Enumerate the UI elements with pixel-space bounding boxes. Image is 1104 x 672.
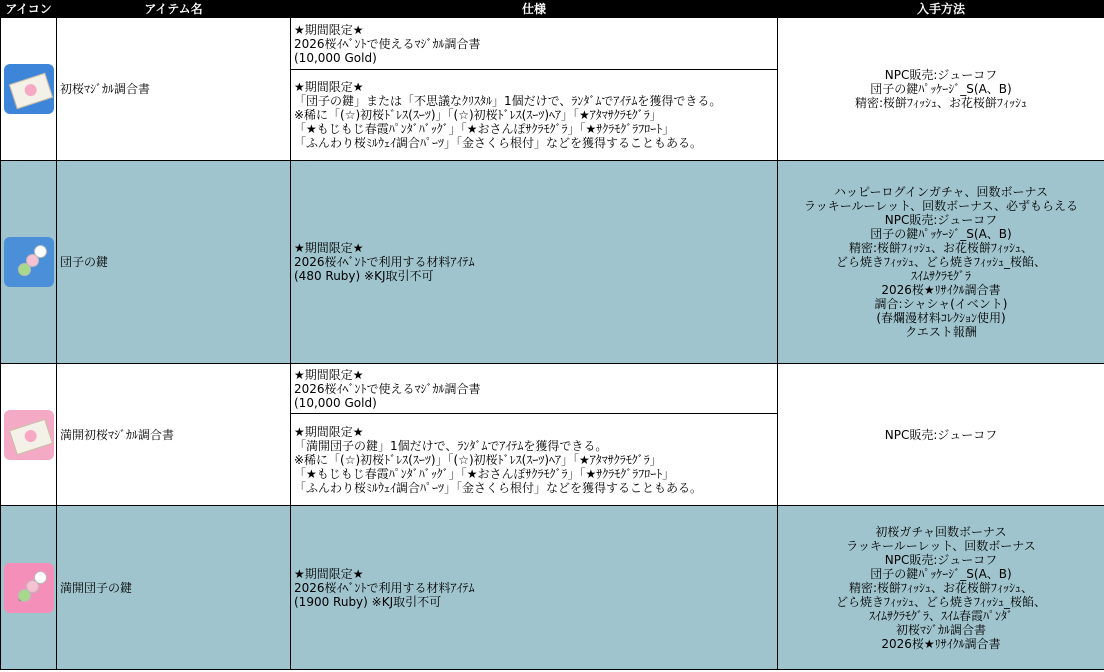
item-spec: ★期間限定★ 「満開団子の鍵」1個だけで、ﾗﾝﾀﾞﾑでｱｲﾃﾑを獲得できる。 ※稀に「(☆)初桜ﾄﾞﾚｽ(ｽｰﾂ)」「(☆)初桜ﾄﾞﾚｽ(ｽｰﾂ)ﾍｱ」「★ｱﾀﾏｻｸﾗﾓｸﾞﾗ」 「★もじもじ春霞ﾊﾟﾝﾀﾞﾊﾞｯｸﾞ」「★おさんぽｻｸﾗﾓｸﾞﾗ」「★ｻｸﾗﾓｸﾞﾗﾌﾛｰﾄ」 「ふんわり桜ﾐﾙｳｪｲ調合ﾊﾟｰﾂ」「金さくら根付」などを獲得することもある。 — [291, 414, 778, 506]
icon-cell — [1, 364, 57, 506]
item-source: NPC販売:ジューコフ 団子の鍵ﾊﾟｯｹｰｼﾞ_S(A、B) 精密:桜餅ﾌｨｯｼｭ、お花桜餅ﾌｨｯｼｭ — [778, 18, 1104, 161]
item-name: 初桜ﾏｼﾞｶﾙ調合書 — [57, 18, 291, 161]
item-name: 満開初桜ﾏｼﾞｶﾙ調合書 — [57, 364, 291, 506]
table-row — [1, 506, 1104, 670]
item-name: 満開団子の鍵 — [57, 506, 291, 670]
icon-cell — [1, 18, 57, 161]
item-spec: ★期間限定★ 2026桜ｲﾍﾞﾝﾄで使えるﾏｼﾞｶﾙ調合書 (10,000 Gold) — [291, 364, 778, 414]
header-icon: アイコン — [1, 1, 57, 18]
item-spec: ★期間限定★ 「団子の鍵」または「不思議なｸﾘｽﾀﾙ」1個だけで、ﾗﾝﾀﾞﾑでｱｲﾃﾑを獲得できる。 ※稀に「(☆)初桜ﾄﾞﾚｽ(ｽｰﾂ)」「(☆)初桜ﾄﾞﾚｽ(ｽｰﾂ)ﾍｱ」「★ｱﾀﾏｻｸﾗﾓｸﾞﾗ」 「★もじもじ春霞ﾊﾟﾝﾀﾞﾊﾞｯｸﾞ」「★おさんぽｻｸﾗﾓｸﾞﾗ」「★ｻｸﾗﾓｸﾞﾗﾌﾛｰﾄ」 「ふんわり桜ﾐﾙｳｪｲ調合ﾊﾟｰﾂ」「金さくら根付」などを獲得することもある。 — [291, 70, 778, 161]
item-spec: ★期間限定★ 2026桜ｲﾍﾞﾝﾄで利用する材料ｱｲﾃﾑ (1900 Ruby) ※KJ取引不可 — [291, 506, 778, 670]
dango-key-icon — [4, 237, 54, 287]
icon-cell — [1, 161, 57, 364]
table-row — [1, 364, 1104, 414]
header-spec: 仕様 — [291, 1, 778, 18]
table-header-row — [1, 1, 1104, 18]
table-row — [1, 18, 1104, 70]
header-source: 入手方法 — [778, 1, 1104, 18]
header-item-name: アイテム名 — [57, 1, 291, 18]
icon-cell — [1, 506, 57, 670]
magical-scroll-icon — [4, 64, 54, 114]
table-row — [1, 161, 1104, 364]
item-source: ハッピーログインガチャ、回数ボーナス ラッキールーレット、回数ボーナス、必ずもらえる NPC販売:ジューコフ 団子の鍵ﾊﾟｯｹｰｼﾞ_S(A、B) 精密:桜餅ﾌｨｯｼｭ、お花桜餅ﾌｨｯｼｭ、 どら焼きﾌｨｯｼｭ、どら焼きﾌｨｯｼｭ_桜餡、 ｽｲﾑｻｸﾗﾓｸﾞﾗ 2026桜★ﾘｻｲｸﾙ調合書 調合:シャシャ(イベント) (春爛漫材料ｺﾚｸｼｮﾝ使用) クエスト報酬 — [778, 161, 1104, 364]
item-source: NPC販売:ジューコフ — [778, 364, 1104, 506]
item-name: 団子の鍵 — [57, 161, 291, 364]
item-source: 初桜ガチャ回数ボーナス ラッキールーレット、回数ボーナス NPC販売:ジューコフ 団子の鍵ﾊﾟｯｹｰｼﾞ_S(A、B) 精密:桜餅ﾌｨｯｼｭ、お花桜餅ﾌｨｯｼｭ、 どら焼きﾌｨｯｼｭ、どら焼きﾌｨｯｼｭ_桜餡、 ｽｲﾑｻｸﾗﾓｸﾞﾗ、ｽｲﾑ春霞ﾊﾟﾝﾀﾞ 初桜ﾏｼﾞｶﾙ調合書 2026桜★ﾘｻｲｸﾙ調合書 — [778, 506, 1104, 670]
item-spec: ★期間限定★ 2026桜ｲﾍﾞﾝﾄで利用する材料ｱｲﾃﾑ (480 Ruby) ※KJ取引不可 — [291, 161, 778, 364]
item-spec: ★期間限定★ 2026桜ｲﾍﾞﾝﾄで使えるﾏｼﾞｶﾙ調合書 (10,000 Gold) — [291, 18, 778, 70]
full-bloom-dango-key-icon — [4, 563, 54, 613]
full-bloom-magical-scroll-icon — [4, 410, 54, 460]
